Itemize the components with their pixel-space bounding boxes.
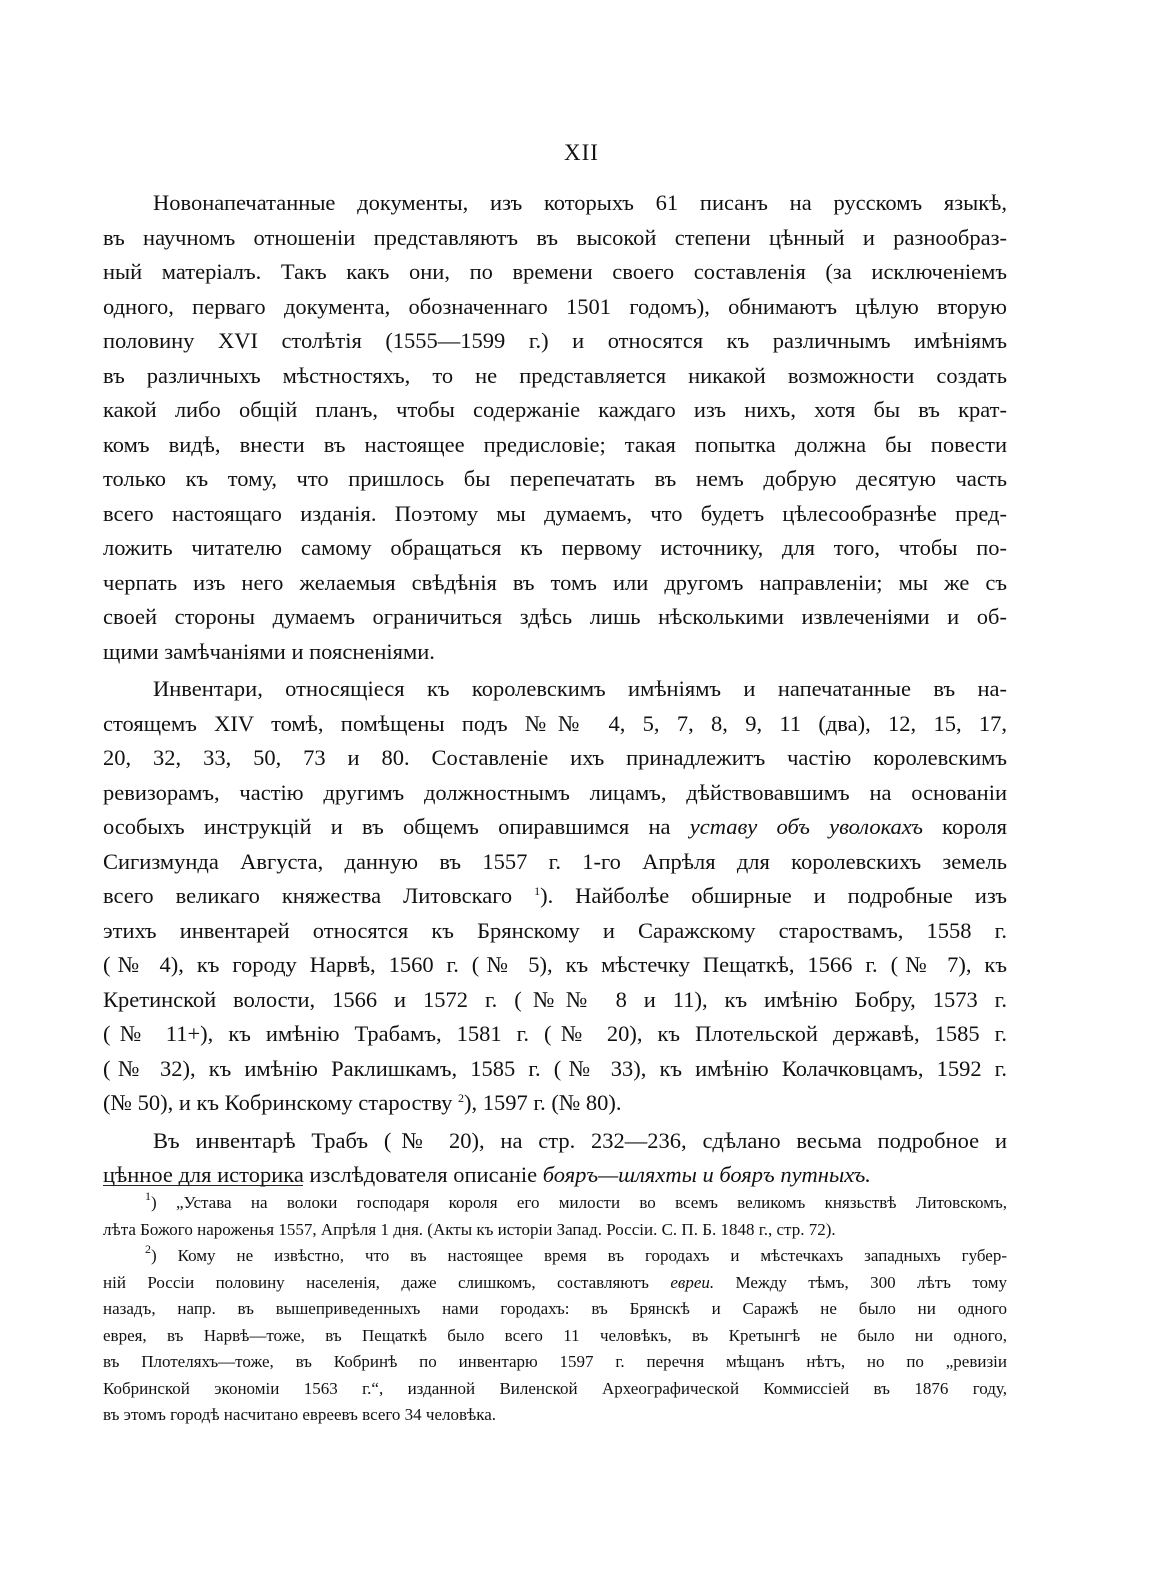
footnote-ref-2: 2 [458,1091,465,1105]
footnote-line [103,1190,1007,1217]
text-line [103,810,1007,845]
text-line: Инвентари, относящіеся къ королевскимъ имѣніямъ и напечатанные въ на- [153,676,1007,701]
text-line [103,1086,1007,1121]
footnote-2 [103,1243,1007,1429]
footnote-line [103,1243,1007,1270]
text-line: 20, 32, 33, 50, 73 и 80. Составленіе ихъ принадлежитъ частію королевскимъ [103,745,1007,770]
text-line: въ научномъ отношеніи представляютъ въ высокой степени цѣнный и разнообраз- [103,224,1007,250]
footnote-line: еврея, въ Нарвѣ—тоже, въ Пещаткѣ было всего 11 человѣкъ, въ Кретынгѣ не было ни одного, [103,1325,1007,1345]
text-line: (№ 4), къ городу Нарвѣ, 1560 г. (№ 5), къ мѣстечку Пещаткѣ, 1566 г. (№ 7), къ [103,952,1007,977]
text-line: Кретинской волости, 1566 и 1572 г. (№№ 8 и 11), къ имѣнію Бобру, 1573 г. [103,986,1007,1012]
italic-term: евреи. [670,1272,715,1292]
text-line: ный матеріалъ. Такъ какъ они, по времени своего составленія (за исключеніемъ [103,259,1007,284]
text-span: (№ 50), и къ Кобринскому староству [103,1090,459,1115]
footnotes [103,1190,1007,1429]
page-number: XII [564,140,599,165]
text-line: (№ 32), къ имѣнію Раклишкамъ, 1585 г. (№ 33), къ имѣнію Колачковцамъ, 1592 г. [103,1055,1007,1081]
footnote-divider [103,1185,303,1186]
text-line: этихъ инвентарей относятся къ Брянскому и Саражскому староствамъ, 1558 г. [103,917,1007,943]
text-span: цѣнное для историка изслѣдователя описаніе [103,1162,543,1187]
text-line [103,879,1007,914]
text-line: своей стороны думаемъ ограничиться здѣсь лишь нѣсколькими извлеченіями и об- [103,604,1007,629]
text-span: особыхъ инструкцій и въ общемъ опиравшимся на [103,814,690,839]
footnote-line: въ Плотеляхъ—тоже, въ Кобринѣ по инвентарю 1597 г. перечня мѣщанъ нѣтъ, но по „ревизіи [103,1352,1007,1371]
italic-term: уставу объ уволокахъ [689,814,923,839]
text-span: ній Россіи половину населенія, даже слишкомъ, составляютъ [103,1272,671,1292]
text-line: Новонапечатанные документы, изъ которыхъ 61 писанъ на русскомъ языкѣ, [153,190,1007,215]
main-text [103,186,1007,1193]
text-span: ) „Устава на волоки господаря короля его милости во всемъ великомъ князьствѣ Литовскомъ, [151,1193,1007,1212]
footnote-line: назадъ, напр. въ вышеприведенныхъ нами городахъ: въ Брянскѣ и Саражѣ не было ни одного [103,1299,1007,1318]
text-span: короля [922,814,1007,839]
text-line: только къ тому, что пришлось бы перепечатать въ немъ добрую десятую часть [103,466,1007,491]
text-line: одного, перваго документа, обозначеннаго 1501 годомъ), обнимаютъ цѣлую вторую [103,293,1007,319]
footnote-ref-1: 1 [534,884,541,898]
text-span: ). Найболѣе обширные и подробные изъ [540,883,1007,908]
footnote-line: лѣта Божого нароженья 1557, Апрѣля 1 дня. (Акты къ исторіи Запад. Россіи. С. П. Б. 1848 г., стр. 72). [103,1219,836,1239]
text-span: Между тѣмъ, 300 лѣтъ тому [714,1272,1007,1292]
paragraph-1 [103,186,1007,669]
text-line: щими замѣчаніями и поясненіями. [103,638,435,664]
text-span: ) Кому не извѣстно, что въ настоящее время въ городахъ и мѣстечкахъ западныхъ губер- [151,1246,1007,1265]
text-line: Сигизмунда Августа, данную въ 1557 г. 1-го Апрѣля для королевскихъ земель [103,848,1007,874]
text-line: въ различныхъ мѣстностяхъ, то не представляется никакой возможности создать [103,362,1007,388]
footnote-line: Кобринской экономіи 1563 г.“, изданной Виленской Археографической Коммиссіей въ 1876 году, [103,1378,1007,1398]
footnote-1 [103,1190,1007,1243]
text-line: черпать изъ него желаемыя свѣдѣнія въ томъ или другомъ направленіи; мы же съ [103,569,1007,595]
footnote-marker: 2 [145,1243,151,1256]
paragraph-2 [103,672,1007,1121]
italic-term: бояръ—шляхты и бояръ путныхъ. [542,1162,871,1187]
footnote-line [103,1270,1007,1297]
footnote-line: въ этомъ городѣ насчитано евреевъ всего 34 человѣка. [103,1405,497,1424]
text-line: ревизорамъ, частію другимъ должностнымъ лицамъ, дѣйствовавшимъ на основаніи [103,779,1007,805]
text-span: всего великаго княжества Литовскаго [103,883,535,908]
text-line: комъ видѣ, внести въ настоящее предисловіе; такая попытка должна бы повести [103,431,1007,457]
text-line: всего настоящаго изданія. Поэтому мы думаемъ, что будетъ цѣлесообразнѣе пред- [103,500,1007,526]
text-line: Въ инвентарѣ Трабъ (№ 20), на стр. 232—236, сдѣлано весьма подробное и [153,1127,1007,1153]
footnote-marker: 1 [145,1190,151,1203]
text-line: (№ 11+), къ имѣнію Трабамъ, 1581 г. (№ 20), къ Плотельской державѣ, 1585 г. [103,1021,1007,1046]
text-span: ), 1597 г. (№ 80). [464,1090,622,1115]
paragraph-3 [103,1124,1007,1193]
text-line: какой либо общій планъ, чтобы содержаніе каждаго изъ нихъ, хотя бы въ крат- [103,397,1007,422]
text-line: ложить читателю самому обращаться къ первому источнику, для того, чтобы по- [103,535,1007,560]
text-line: половину XVI столѣтія (1555—1599 г.) и относятся къ различнымъ имѣніямъ [103,328,1007,353]
text-line: стоящемъ XIV томѣ, помѣщены подъ №№ 4, 5, 7, 8, 9, 11 (два), 12, 15, 17, [103,710,1007,736]
text-line [103,1158,1007,1193]
